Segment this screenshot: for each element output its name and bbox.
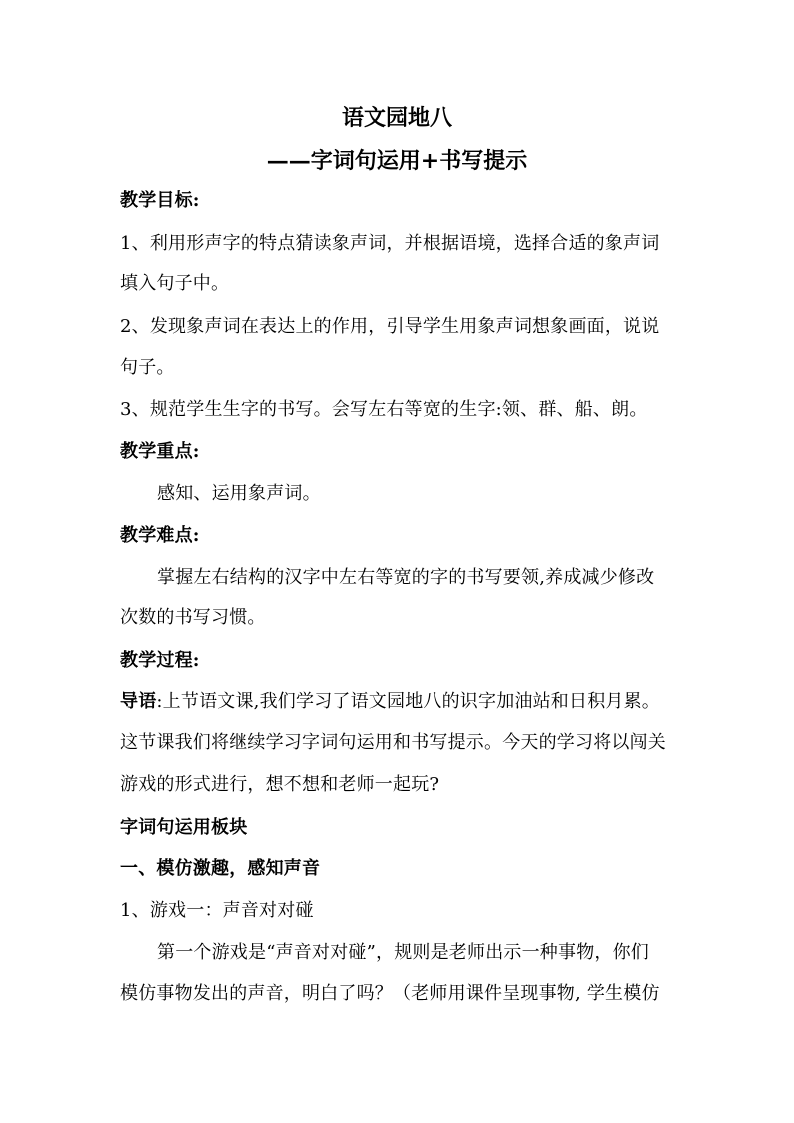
objective-2-line-2: 句子。 [120, 357, 175, 378]
difficulties-line-1: 掌握左右结构的汉字中左右等宽的字的书写要领,养成减少修改 [157, 567, 655, 588]
intro-label: 导语 [120, 691, 157, 712]
key-points-text: 感知、运用象声词。 [157, 483, 321, 504]
objective-1-line-2: 填入句子中。 [120, 273, 230, 294]
intro-line-1 [120, 690, 690, 714]
game-one-line-1: 第一个游戏是“声音对对碰”，规则是老师出示一种事物，你们 [157, 942, 650, 963]
section-heading: 字词句运用板块 [120, 817, 248, 838]
game-one-line-2: 模仿事物发出的声音，明白了吗？（老师用课件呈现事物, 学生模仿 [120, 983, 660, 1004]
part-one-heading: 一、模仿激趣，感知声音 [120, 858, 321, 879]
game-one-heading: 1、游戏一：声音对对碰 [120, 900, 314, 921]
objective-2-line-1: 2、发现象声词在表达上的作用，引导学生用象声词想象画面，说说 [120, 316, 660, 337]
difficulties-line-2: 次数的书写习惯。 [120, 607, 266, 628]
objectives-heading: 教学目标: [120, 190, 200, 211]
page-subtitle: ——字词句运用+书写提示 [266, 148, 528, 174]
objective-1-line-1: 1、利用形声字的特点猜读象声词，并根据语境，选择合适的象声词 [120, 233, 660, 254]
difficulties-heading: 教学难点: [120, 525, 200, 546]
objective-3: 3、规范学生生字的书写。会写左右等宽的生字:领、群、船、朗。 [120, 399, 648, 420]
intro-line-1-text: :上节语文课,我们学习了语文园地八的识字加油站和日积月累。 [156, 691, 660, 712]
key-points-heading: 教学重点: [120, 441, 200, 462]
intro-line-2: 这节课我们将继续学习字词句运用和书写提示。今天的学习将以闯关 [120, 732, 666, 753]
process-heading: 教学过程: [120, 650, 200, 671]
intro-line-3: 游戏的形式进行，想不想和老师一起玩? [120, 774, 440, 795]
page-title: 语文园地八 [341, 105, 452, 131]
